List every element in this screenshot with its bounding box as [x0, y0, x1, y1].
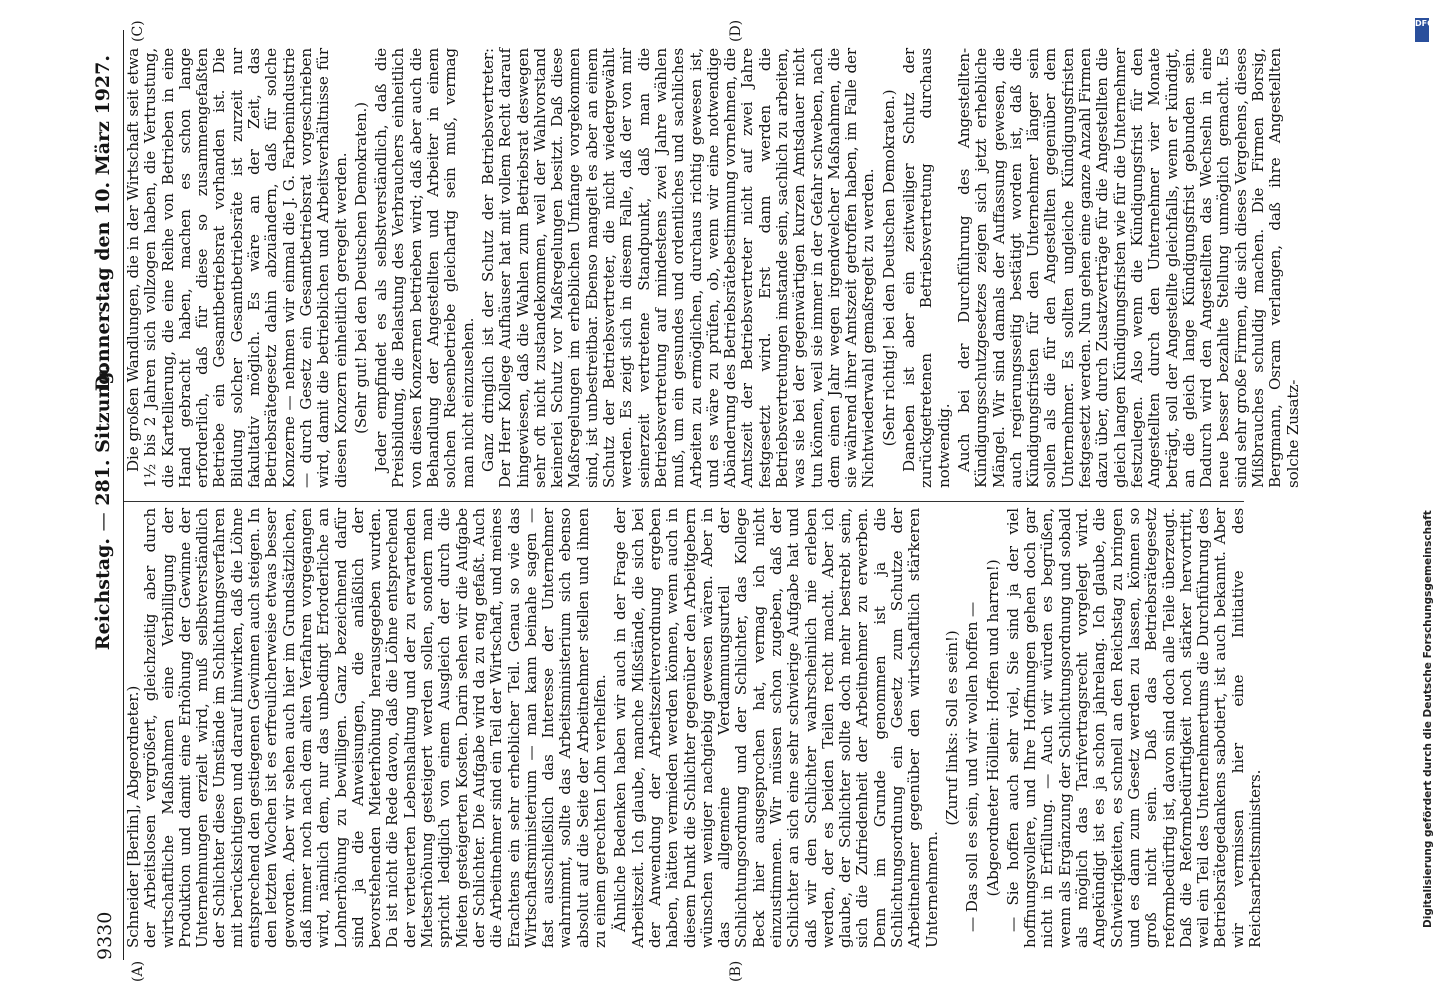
paragraph: Auch bei der Durchführung des Angestellten-Kündigungsschutzgesetzes zeigen sich jetzt erhebliche Mängel. Wir sind damals der Auffassung gewesen, die auch regierungsseitig bestätigt worden ist, daß die Kündigungsfristen für den Unternehmer länger sein sollen als die für den Angestellten gegenüber dem Unternehmer. Es sollten ungleiche Kündigungsfristen festgesetzt werden. Nun gehen eine ganze Anzahl Firmen dazu über, durch Zusatzverträge für die Angestellten die gleich langen Kündigungsfristen wie für die Unternehmer festzulegen. Also wenn die Kündigungsfrist für den Angestellten durch den Unternehmer vier Monate beträgt, soll der Angestellte gleichfalls, wenn er kündigt, an die gleich lange Kündigungsfrist gebunden sein. Dadurch wird den Angestellten das Wechseln in eine neue besser bezahlte Stellung unmöglich gemacht. Es sind sehr große Firmen, die sich dieses Vergehens, dieses Mißbrauches schuldig machen. Die Firmen Borsig, Bergmann, Osram verlangen, daß ihre Angestellten solche Zusatz-: [954, 48, 1302, 488]
interjection: (Abgeordneter Hölllein: Hoffen und harren!): [983, 559, 1002, 897]
margin-letter-b: (B): [728, 960, 744, 982]
margin-letter-d: (D): [728, 19, 744, 42]
interjection: (Sehr gut! bei den Deutschen Demokraten.): [351, 102, 370, 434]
paragraph: Daneben ist aber ein zeitweiliger Schutz der zurückgetretenen Betriebsvertretung durchaus notwendig.: [900, 48, 953, 488]
header-date: Donnerstag den 10. März 1927.: [92, 55, 114, 392]
margin-letter-a: (A): [130, 960, 146, 982]
paragraph: Jeder empfindet es als selbstverständlich, daß die Preisbildung, die Belastung des Verbrauchers einheitlich von diesen Konzernen betrieben wird; daß aber auch die Behandlung der Angestellten und Arbeiter in einem solchen Riesenbetriebe gleichartig sein muß, vermag man nicht einzusehen.: [372, 48, 477, 488]
left-text-column: [125, 508, 1264, 948]
speaker-line: Schneider [Berlin], Abgeordneter.): [124, 685, 142, 948]
paragraph: Ganz dringlich ist der Schutz der Betriebsvertreter: Der Herr Kollege Aufhäuser hat mit vollem Recht darauf hingewiesen, daß die Wahlen zum Betriebsrat deswegen sehr oft nicht zustandekommen, weil der Wahlvorstand keinerlei Schutz vor Maßregelungen besitzt. Daß diese Maßregelungen im erheblichen Umfange vorgekommen sind, ist unbestreitbar. Ebenso mangelt es aber an einem Schutz der Betriebsvertreter, die nicht wiedergewählt werden. Es zeigt sich in diesem Falle, daß der von mir seinerzeit vertretene Standpunkt, daß man die Betriebsvertretung auf mindestens zwei Jahre wählen muß, um ein gesundes und ordentliches und sachliches Arbeiten zu ermöglichen, durchaus richtig gewesen ist, und es wäre zu prüfen, ob, wenn wir eine notwendige Abänderung des Betriebsrätebestimmung vornehmen, die Amtszeit der Betriebsvertreter nicht auf zwei Jahre festgesetzt wird. Erst dann werden die Betriebsvertretungen imstande sein, sachlich zu arbeiten, was sie bei der gegenwärtigen kurzen Amtsdauer nicht tun können, weil sie immer in der Gefahr schweben, nach dem einen Jahr wegen irgendwelcher Maßnahmen, die sie während ihrer Amtszeit getroffen haben, im Falle der Nichtwiederwahl gemaßregelt zu werden.: [478, 48, 878, 488]
paragraph: der Arbeitslosen vergrößert, gleichzeitig aber durch wirtschaftliche Maßnahmen eine Verbilligung der Produktion und damit eine Erhöhung der Gewinne der Unternehmungen erzielt wird, muß selbstverständlich der Schlichter diese Umstände im Schlichtungsverfahren mit berücksichtigen und darauf hinwirken, daß die Löhne entsprechend den gestiegenen Gewinnen auch steigen. In den letzten Wochen ist es erfreulicherweise etwas besser geworden. Aber wir sehen auch hier im Grundsätzlichen, daß immer noch nach dem alten Verfahren vorgegangen wird, nämlich dem, nur das unbedingt Erforderliche an Lohnerhöhung zu bewilligen. Ganz bezeichnend dafür sind ja die Anweisungen, die anläßlich der bevorstehenden Mieterhöhung herausgegeben wurden. Da ist nicht die Rede davon, daß die Löhne entsprechend der verteuerten Lebenshaltung und der zu erwartenden Mietserhöhung gesteigert werden sollen, sondern man spricht lediglich von einem Ausgleich der durch die Mieten gesteigerten Kosten. Darin sehen wir die Aufgabe der Schlichter. Die Aufgabe wird da zu eng gefaßt. Auch die Arbeitnehmer sind ein Teil der Wirtschaft, und meines Erachtens ein sehr erheblicher Teil. Genau so wie das Wirtschaftsministerium — man kann beinahe sagen — fast ausschließlich das Interesse der Unternehmer wahrnimmt, sollte das Arbeitsministerium sich ebenso absolut auf die Seite der Arbeitnehmer stellen und ihnen zu einem gerechten Lohn verhelfen.: [141, 508, 610, 948]
paragraph: — Sie hoffen auch sehr viel, Sie sind ja der viel hoffnungsvollere, und Ihre Hoffnungen gehen doch gar nicht in Erfüllung. — Auch wir würden es begrüßen, wenn als Ergänzung der Schlichtungsordnung und sobald als möglich das Tarifvertragsrecht vorgelegt wird. Angekündigt ist es ja schon jahrelang. Ich glaube, die Schwierigkeiten, es schnell an den Reichstag zu bringen und es dann zum Gesetz werden zu lassen, können so groß nicht sein. Daß das Betriebsrätegesetz reformbedürftig ist, davon sind doch alle Teile überzeugt. Daß die Reformbedürftigkeit noch stärker hervortritt, weil ein Teil des Unternehmertums die Durchführung des Betriebsrätegedankens sabotiert, ist auch bekannt. Aber wir vermissen hier eine Initiative des Reichsarbeitsministers.: [1003, 508, 1264, 948]
dfg-logo: DFG: [1415, 18, 1429, 42]
credit-text: Digitalisierung gefördert durch die Deutsche Forschungsgemeinschaft: [1422, 510, 1434, 928]
rotated-document-page: [8, 0, 1388, 1000]
column-divider: [124, 501, 1244, 502]
paragraph: Die großen Wandlungen, die in der Wirtschaft seit etwa 1½ bis 2 Jahren sich vollzogen haben, die Vertrustung, die Kartellierung, die eine Reihe von Betrieben in eine Hand gebracht haben, machen es schon lange erforderlich, daß für diese so zusammengefaßten Betriebe ein Gesamtbetriebsrat vorhanden ist. Die Bildung solcher Gesamtbetriebsräte ist zurzeit nur fakultativ möglich. Es wäre an der Zeit, das Betriebsrätegesetz dahin abzuändern, daß für solche Konzerne — nehmen wir einmal die J. G. Farbenindustrie — durch Gesetz ein Gesamtbetriebsrat vorgeschrieben wird, damit die betrieblichen und Arbeitsverhältnisse für diesen Konzern einheitlich geregelt werden.: [124, 48, 350, 488]
interjection: (Zuruf links: Soll es sein!): [942, 630, 961, 826]
page-number: 9330: [94, 911, 116, 960]
paragraph: Ähnliche Bedenken haben wir auch in der Frage der Arbeitszeit. Ich glaube, manche Mißstände, die sich bei der Anwendung der Arbeitszeitverordnung ergeben haben, hätten vermieden werden können, wenn auch in diesem Punkt die Schlichter gegenüber den Arbeitgebern wünschen weniger nachgiebig gewesen wären. Aber in das allgemeine Verdammungsurteil der Schlichtungsordnung und der Schlichter, das Kollege Beck hier ausgesprochen hat, vermag ich nicht einzustimmen. Wir müssen schon zugeben, daß der Schlichter an sich eine sehr schwierige Aufgabe hat und daß wir den Schlichter wahrscheinlich nie erleben werden, der es beiden Teilen recht macht. Aber ich glaube, der Schlichter sollte doch mehr bestrebt sein, sich die Zufriedenheit der Arbeitnehmer zu erwerben. Denn im Grunde genommen ist ja die Schlichtungsordnung ein Gesetz zum Schutze der Arbeitnehmer gegenüber den wirtschaftlich stärkeren Unternehmern.: [611, 508, 941, 948]
paragraph: — Das soll es sein, und wir wollen hoffen —: [963, 601, 982, 932]
header-session: 281. Sitzung.: [92, 364, 114, 506]
header-title-dash: —: [92, 512, 114, 532]
right-text-column: [125, 48, 1302, 488]
interjection: (Sehr richtig! bei den Deutschen Demokraten.): [879, 89, 898, 447]
header-title-reichstag: Reichstag.: [92, 538, 114, 651]
margin-letter-c: (C): [130, 20, 146, 42]
page-header: [92, 55, 122, 960]
